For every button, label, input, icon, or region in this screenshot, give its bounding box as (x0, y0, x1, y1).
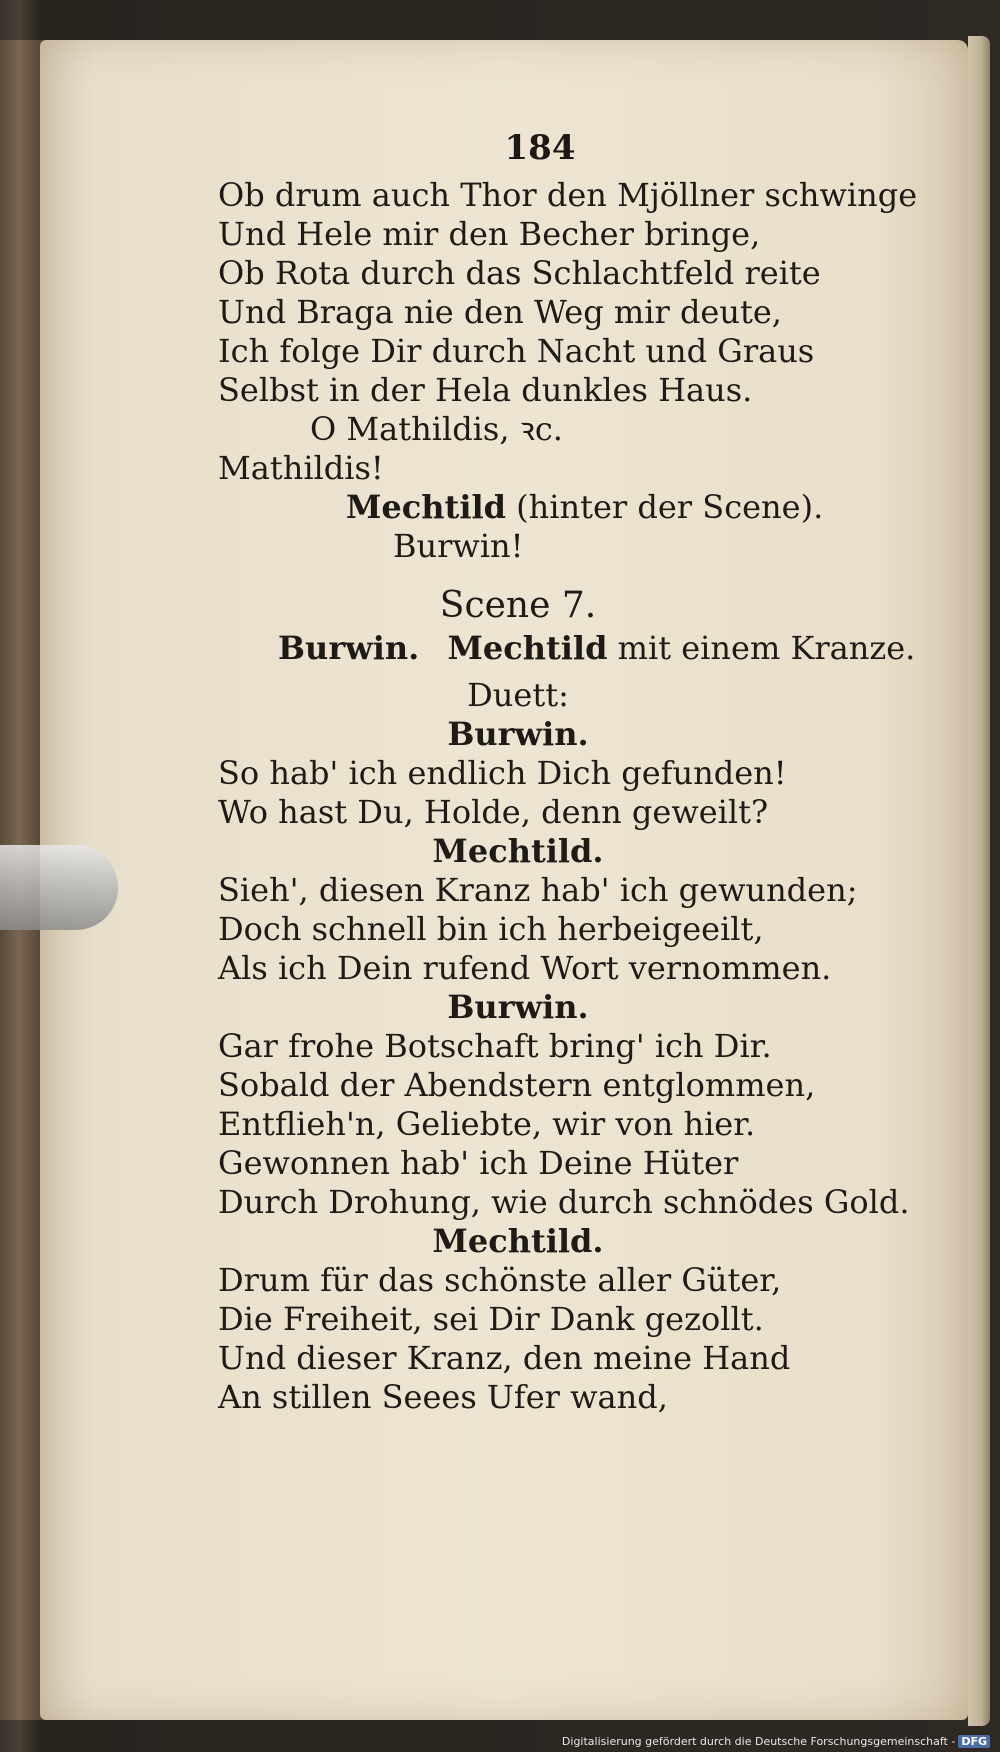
dialogue-blocks (218, 715, 918, 1417)
scene-cast (218, 629, 918, 668)
scene-title: Scene 7. (439, 585, 597, 626)
dialogue-line: Und dieser Kranz, den meine Hand (218, 1339, 791, 1377)
dialogue-line: Doch schnell bin ich herbeigeeilt, (218, 910, 764, 948)
dialogue-line: So hab' ich endlich Dich gefunden! (218, 754, 787, 792)
verse-line: Ob drum auch Thor den Mjöllner schwinge (218, 176, 918, 214)
cast-note: mit einem Kranze. (617, 629, 916, 667)
dfg-logo: DFG (958, 1735, 990, 1748)
stage-direction: (hinter der Scene). (516, 488, 824, 526)
verse-line: Ich folge Dir durch Nacht und Graus (218, 332, 815, 370)
page-stack-edge (968, 36, 990, 1726)
page-text (218, 176, 918, 1417)
dialogue-line: Sieh', diesen Kranz hab' ich gewunden; (218, 871, 858, 909)
speaker-name: Mechtild (346, 488, 506, 526)
dialogue-line: Die Freiheit, sei Dir Dank gezollt. (218, 1300, 764, 1338)
duet-label: Duett: (467, 676, 569, 714)
bookmark-clip (0, 845, 118, 930)
dialogue-line: Sobald der Abendstern entglommen, (218, 1066, 816, 1104)
dialogue-line: Als ich Dein rufend Wort vernommen. (218, 949, 832, 987)
dialogue-line: Entflieh'n, Geliebte, wir von hier. (218, 1105, 756, 1143)
speaker-heading: Burwin. (447, 988, 589, 1026)
dialogue-line: Gar frohe Botschaft bring' ich Dir. (218, 1027, 772, 1065)
verse-line: Selbst in der Hela dunkles Haus. (218, 371, 753, 409)
page-number: 184 (504, 128, 576, 168)
speaker-heading: Mechtild. (432, 832, 604, 870)
footer-text: Digitalisierung gefördert durch die Deutsche Forschungsgemeinschaft - (561, 1735, 956, 1748)
dialogue-line: Wo hast Du, Holde, denn geweilt? (218, 793, 769, 831)
verse-line: Und Hele mir den Becher bringe, (218, 215, 761, 253)
speaker-heading: Burwin. (447, 715, 589, 753)
cast-name: Mechtild (447, 629, 608, 667)
speaker-heading: Mechtild. (432, 1222, 604, 1260)
verse-line: Ob Rota durch das Schlachtfeld reite (218, 254, 821, 292)
offstage-line: Burwin! (393, 527, 524, 565)
dialogue-line: Durch Drohung, wie durch schnödes Gold. (218, 1183, 910, 1221)
verse-1 (218, 176, 918, 410)
exclaim-line: Mathildis! (218, 449, 384, 487)
dialogue-line: Drum für das schönste aller Güter, (218, 1261, 782, 1299)
digitization-footer (562, 1735, 990, 1748)
offstage-direction (218, 488, 918, 527)
dialogue-line: Gewonnen hab' ich Deine Hüter (218, 1144, 739, 1182)
verse-line: Und Braga nie den Weg mir deute, (218, 293, 782, 331)
dialogue-line: An stillen Seees Ufer wand, (218, 1378, 668, 1416)
cast-name: Burwin. (278, 629, 420, 667)
refrain-line: O Mathildis, ꝛc. (310, 410, 563, 448)
